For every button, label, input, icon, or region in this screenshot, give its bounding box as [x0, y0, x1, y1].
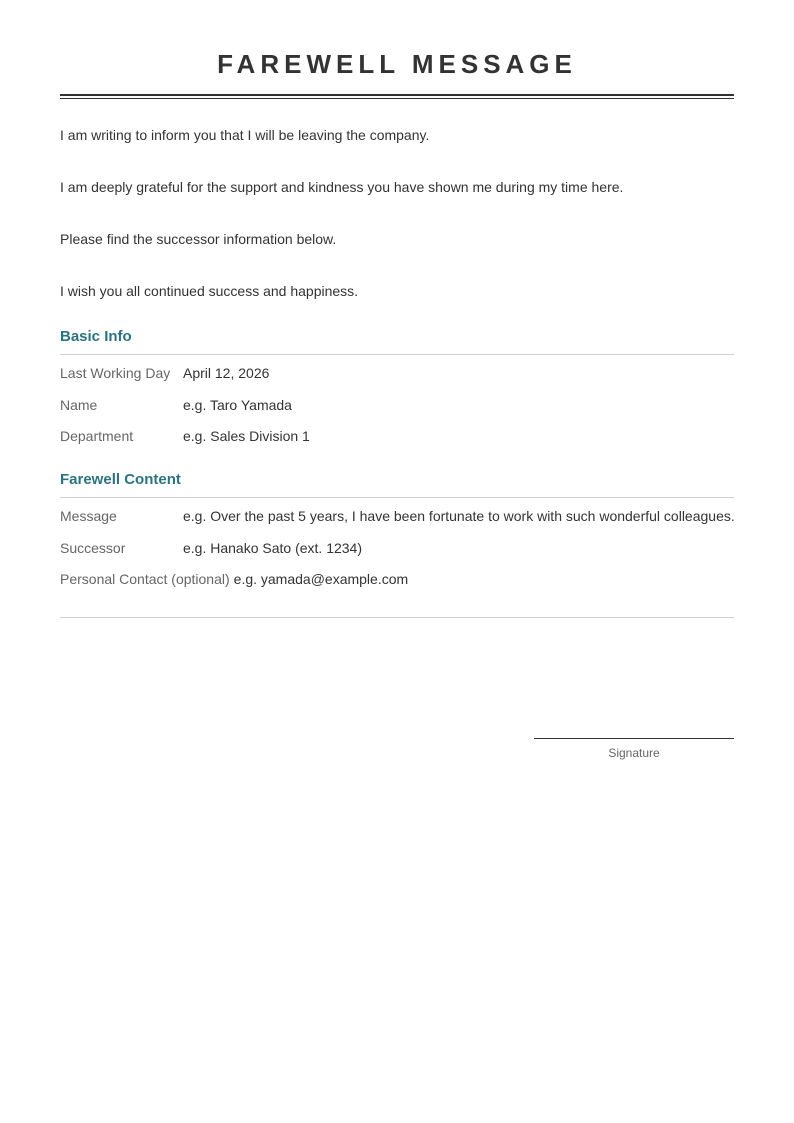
successor-label: Successor: [60, 539, 126, 556]
name-label: Name: [60, 396, 98, 413]
message-row: [60, 506, 734, 526]
last-working-day-row: [60, 363, 734, 383]
department-value: e.g. Sales Division 1: [183, 428, 310, 444]
last-working-day-value: April 12, 2026: [183, 365, 270, 381]
closing-divider: [60, 617, 734, 618]
personal-contact-label: Personal Contact (optional): [60, 571, 230, 587]
signature-line: [534, 738, 734, 739]
signature-block: [534, 738, 734, 761]
signature-label: Signature: [608, 746, 660, 760]
message-label: Message: [60, 508, 117, 524]
intro-paragraph-1: I am writing to inform you that I will be leaving the company.: [60, 127, 430, 143]
name-row: [60, 395, 734, 415]
department-label: Department: [60, 428, 134, 444]
name-value: e.g. Taro Yamada: [183, 396, 292, 413]
basic-info-fields: [60, 363, 734, 446]
successor-row: [60, 538, 734, 558]
document-title: FAREWELL MESSAGE: [217, 49, 577, 79]
department-row: [60, 426, 734, 446]
successor-value: e.g. Hanako Sato (ext. 1234): [183, 539, 362, 556]
message-value: e.g. Over the past 5 years, I have been fortunate to work with such wonderful colleagues.: [183, 508, 735, 524]
intro-paragraph-4: I wish you all continued success and happiness.: [60, 283, 359, 299]
farewell-content-heading: Farewell Content: [60, 470, 734, 498]
personal-contact-row: [60, 569, 734, 589]
intro-paragraph-2: I am deeply grateful for the support and kindness you have shown me during my time here.: [60, 179, 624, 195]
personal-contact-value: e.g. yamada@example.com: [233, 571, 409, 587]
farewell-content-fields: [60, 506, 734, 589]
last-working-day-label: Last Working Day: [60, 365, 171, 381]
intro-paragraph-3: Please find the successor information below.: [60, 231, 337, 247]
title-double-rule: [60, 94, 734, 99]
basic-info-heading: Basic Info: [60, 327, 734, 355]
